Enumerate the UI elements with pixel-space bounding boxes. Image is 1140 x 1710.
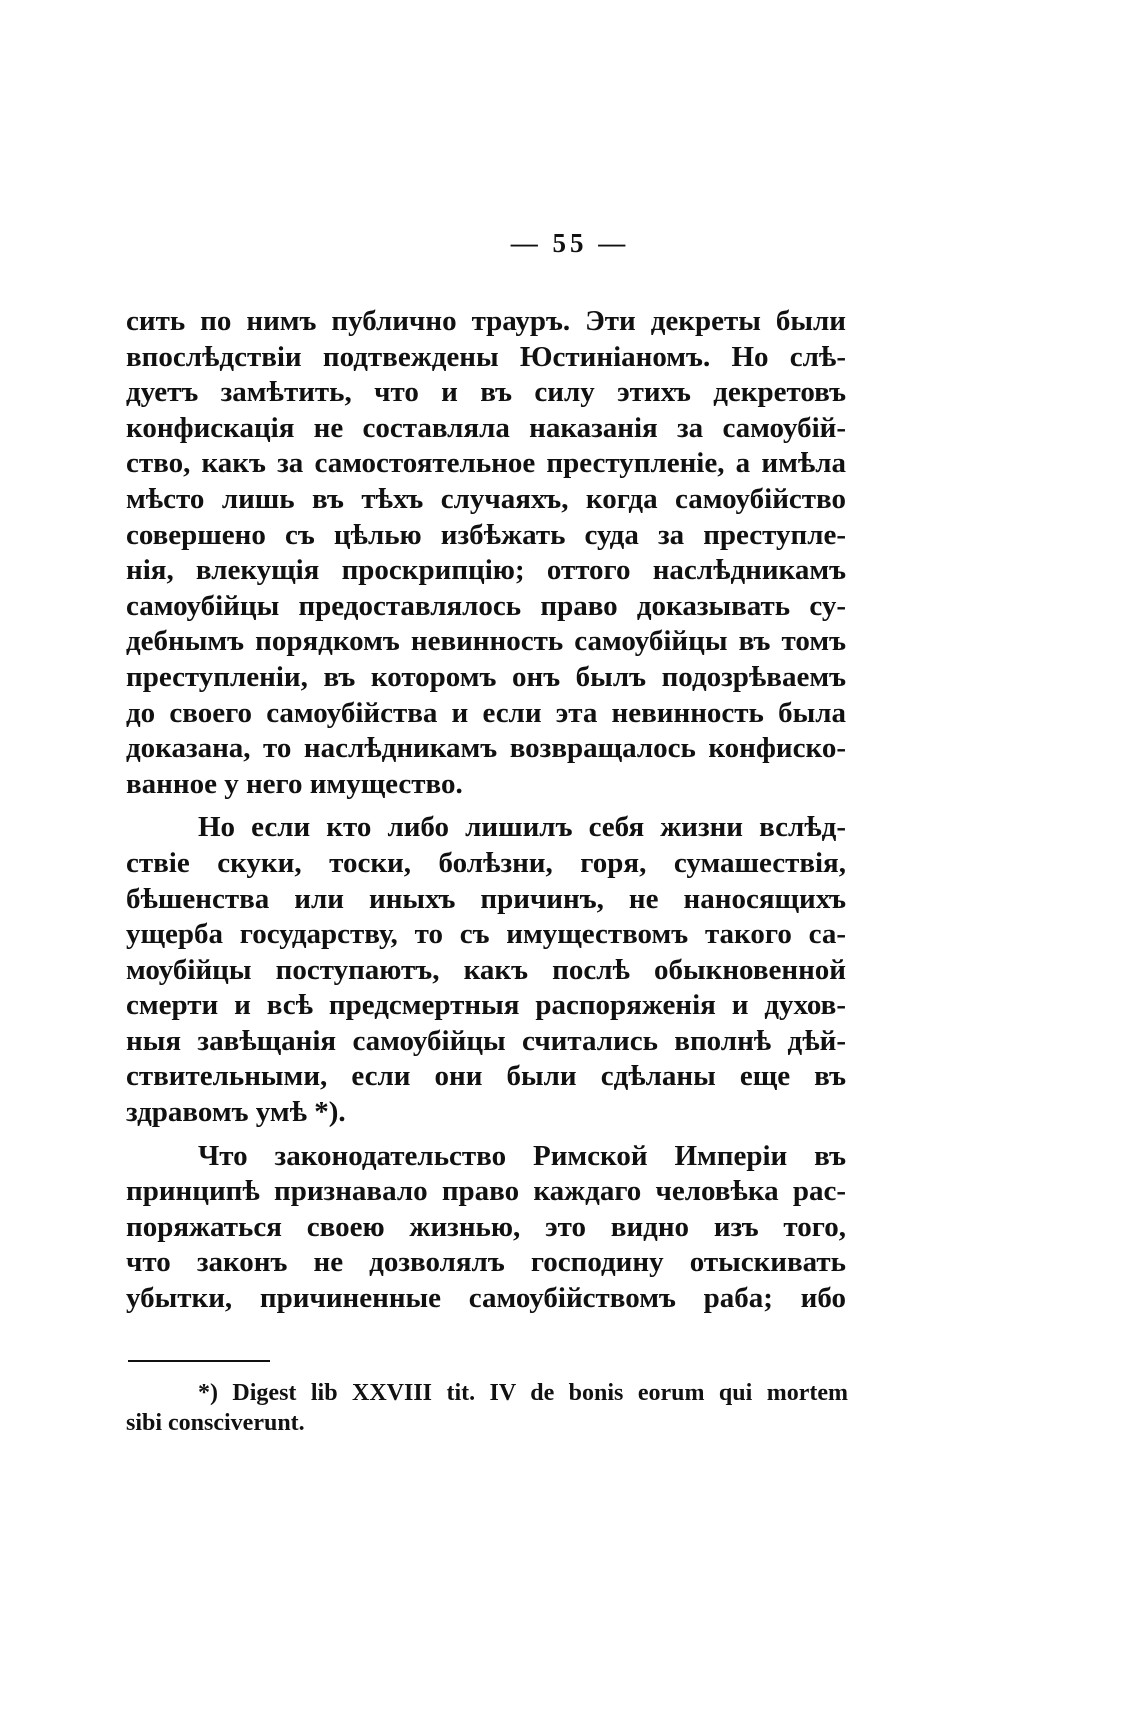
body-text — [126, 304, 846, 1317]
text-line: сить по нимъ публично трауръ. Эти декреты были — [126, 305, 846, 337]
text-line: что законъ не дозволялъ господину отыскивать — [126, 1246, 846, 1279]
text-line: смерти и всѣ предсмертныя распоряженія и духов- — [126, 989, 846, 1022]
text-line: бѣшенства или иныхъ причинъ, не наносящихъ — [126, 882, 846, 915]
text-line: мѣсто лишь въ тѣхъ случаяхъ, когда самоубійство — [126, 482, 846, 515]
text-line: ванное у него имущество. — [126, 767, 463, 800]
text-line: ствіе скуки, тоски, болѣзни, горя, сумашествія, — [126, 846, 846, 879]
text-line: убытки, причиненные самоубійствомъ раба; ибо — [126, 1282, 846, 1315]
text-line: нія, влекущія проскрипцію; оттого наслѣдникамъ — [126, 554, 846, 587]
text-line: Что законодательство Римской Имперіи въ — [198, 1139, 846, 1172]
footnote — [126, 1378, 848, 1438]
text-line: до своего самоубійства и если эта невинность была — [126, 696, 846, 729]
paragraph-2 — [126, 810, 846, 1130]
footnote-divider — [128, 1360, 270, 1362]
text-line: дуетъ замѣтить, что и въ силу этихъ декретовъ — [126, 376, 846, 409]
text-line: дебнымъ порядкомъ невинность самоубійцы въ томъ — [126, 625, 846, 658]
footnote-line: sibi consciverunt. — [126, 1410, 305, 1436]
text-line: впослѣдствіи подтвеждены Юстиніаномъ. Но слѣ- — [126, 340, 846, 373]
text-line: преступленіи, въ которомъ онъ былъ подозрѣваемъ — [126, 660, 846, 693]
text-line: доказана, то наслѣдникамъ возвращалось конфиско- — [126, 732, 846, 765]
paragraph-3 — [126, 1139, 846, 1317]
text-line: моубійцы поступаютъ, какъ послѣ обыкновенной — [126, 953, 846, 986]
text-line: совершено съ цѣлью избѣжать суда за преступле- — [126, 518, 846, 551]
text-line: конфискація не составляла наказанія за самоубій- — [126, 411, 846, 444]
text-line: Но если кто либо лишилъ себя жизни вслѣд- — [198, 811, 846, 844]
footnote-line: *) Digest lib XXVIII tit. IV de bonis eorum qui mortem — [198, 1380, 848, 1406]
text-line: ущерба государству, то съ имуществомъ такого са- — [126, 918, 846, 951]
text-line: самоубійцы предоставлялось право доказывать су- — [126, 589, 846, 622]
text-line: принципѣ признавало право каждаго человѣка рас- — [126, 1175, 846, 1208]
text-line: здравомъ умѣ *). — [126, 1096, 346, 1129]
text-line: поряжаться своею жизнью, это видно изъ того, — [126, 1210, 846, 1243]
text-line: ствительными, если они были сдѣланы еще въ — [126, 1060, 846, 1093]
paragraph-1 — [126, 304, 846, 802]
text-line: ныя завѣщанія самоубійцы считались вполнѣ дѣй- — [126, 1024, 846, 1057]
text-line: ство, какъ за самостоятельное преступленіе, а имѣла — [126, 447, 846, 480]
page-number: — 55 — — [510, 228, 630, 258]
